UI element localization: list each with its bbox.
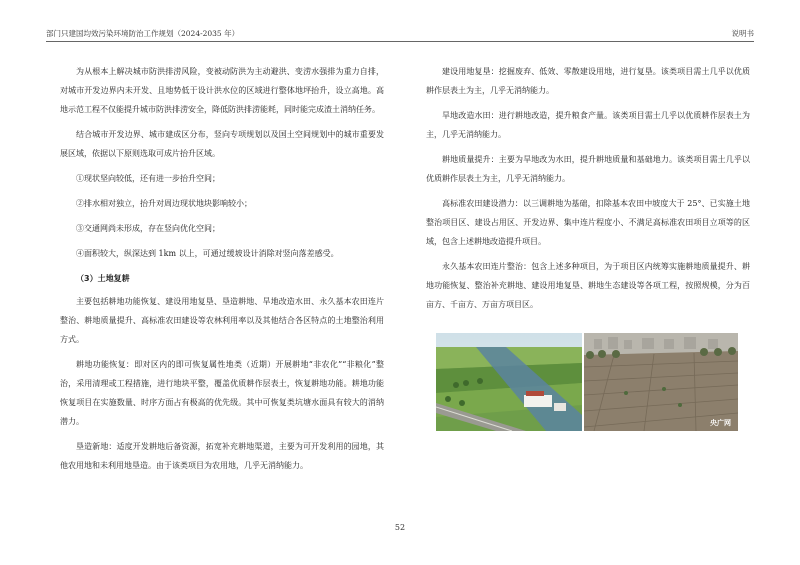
farmland-photo-illustration bbox=[436, 333, 738, 431]
paragraph-dryland-to-paddy: 旱地改造水田：进行耕地改造，提升粮食产量。该类项目需土几乎以优质耕作层表土为主，几乎无消纳能力。 bbox=[426, 111, 750, 139]
paragraph-high-standard-farmland: 高标准农田建设潜力：以三调耕地为基础，扣除基本农田中坡度大于 25°、已实施土地整治项目区、建设占用区、开发边界、集中连片程度小、不满足高标准农田项目立项等的区域，包含上述耕地改造提升项目。 bbox=[426, 199, 750, 246]
principle-item-2: ②排水相对独立，抬升对周边现状地块影响较小； bbox=[76, 199, 252, 208]
farmland-photo-pair bbox=[436, 333, 738, 431]
right-text-column bbox=[426, 62, 750, 320]
paragraph-permanent-farmland: 永久基本农田连片整治：包含上述多种项目，为于项目区内统筹实施耕地质量提升、耕地功能恢复、整治补充耕地、建设用地复垦、耕地生态建设等各项工程，按照规模，分为百亩方、千亩方、万亩方项目区。 bbox=[426, 262, 750, 309]
aerial-green-fields-photo bbox=[436, 333, 582, 431]
plowed-land-photo bbox=[584, 333, 738, 431]
paragraph-selection-principles: 结合城市开发边界、城市建成区分布，竖向专项规划以及国土空间规划中的城市重要发展区域，依据以下原则选取可成片抬升区域。 bbox=[60, 130, 384, 158]
paragraph-elevated-land: 为从根本上解决城市防洪排涝风险，变被动防洪为主动避洪、变涝水强排为重力自排，对城市开发边界内未开发、且地势低于设计洪水位的区域进行整体地坪抬升，设立高地。高地示范工程不仅能提升城市防洪排涝安全，降低防洪排涝能耗，同时能完成渣土消纳任务。 bbox=[60, 67, 384, 114]
section-heading-land-reclamation: （3）土地复耕 bbox=[76, 274, 130, 283]
right-photo-watermark: 央广网 bbox=[710, 419, 731, 427]
page-number: 52 bbox=[394, 523, 406, 532]
principle-item-4: ④面积较大，纵深达到 1km 以上，可通过缓坡设计消除对竖向落差感受。 bbox=[76, 249, 339, 258]
header-divider bbox=[46, 41, 754, 42]
header-section-label: 说明书 bbox=[731, 29, 754, 38]
paragraph-farmland-restoration: 耕地功能恢复：即对区内的即可恢复属性地类（近期）开展耕地“非农化”“非粮化”整治，采用清理或工程措施，进行地块平整，覆盖优质耕作层表土，恢复耕地功能。耕地功能恢复项目在实施数量、时序方面占有极高的优先级。其中可恢复类坑塘水面具有较大的消纳潜力。 bbox=[60, 360, 384, 426]
paragraph-construction-land-reclamation: 建设用地复垦：挖掘废弃、低效、零散建设用地，进行复垦。该类项目需土几乎以优质耕作层表土为主，几乎无消纳能力。 bbox=[426, 67, 750, 95]
principle-item-1: ①现状坚向较低，还有进一步抬升空间； bbox=[76, 174, 220, 183]
header-document-title: 部门只建国均效污染环境防治工作规划（2024-2035 年） bbox=[46, 29, 240, 38]
left-text-column bbox=[60, 62, 384, 481]
paragraph-new-land-development: 垦造新地：适度开发耕地后备资源，拓宽补充耕地渠道，主要为可开发利用的园地，其他农用地和未利用地垦造。由于该类项目为农用地，几乎无消纳能力。 bbox=[60, 442, 384, 470]
paragraph-farmland-quality: 耕地质量提升：主要为旱地改为水田，提升耕地质量和基础地力。该类项目需土几乎以优质耕作层表土为主，几乎无消纳能力。 bbox=[426, 155, 750, 183]
paragraph-reclamation-overview: 主要包括耕地功能恢复、建设用地复垦、垦造耕地、旱地改造水田、永久基本农田连片整治、耕地质量提升、高标准农田建设等农林利用率以及其他结合各区特点的土地整治利用方式。 bbox=[60, 297, 384, 344]
principle-item-3: ③交通网尚未形成，存在竖向优化空间； bbox=[76, 224, 220, 233]
